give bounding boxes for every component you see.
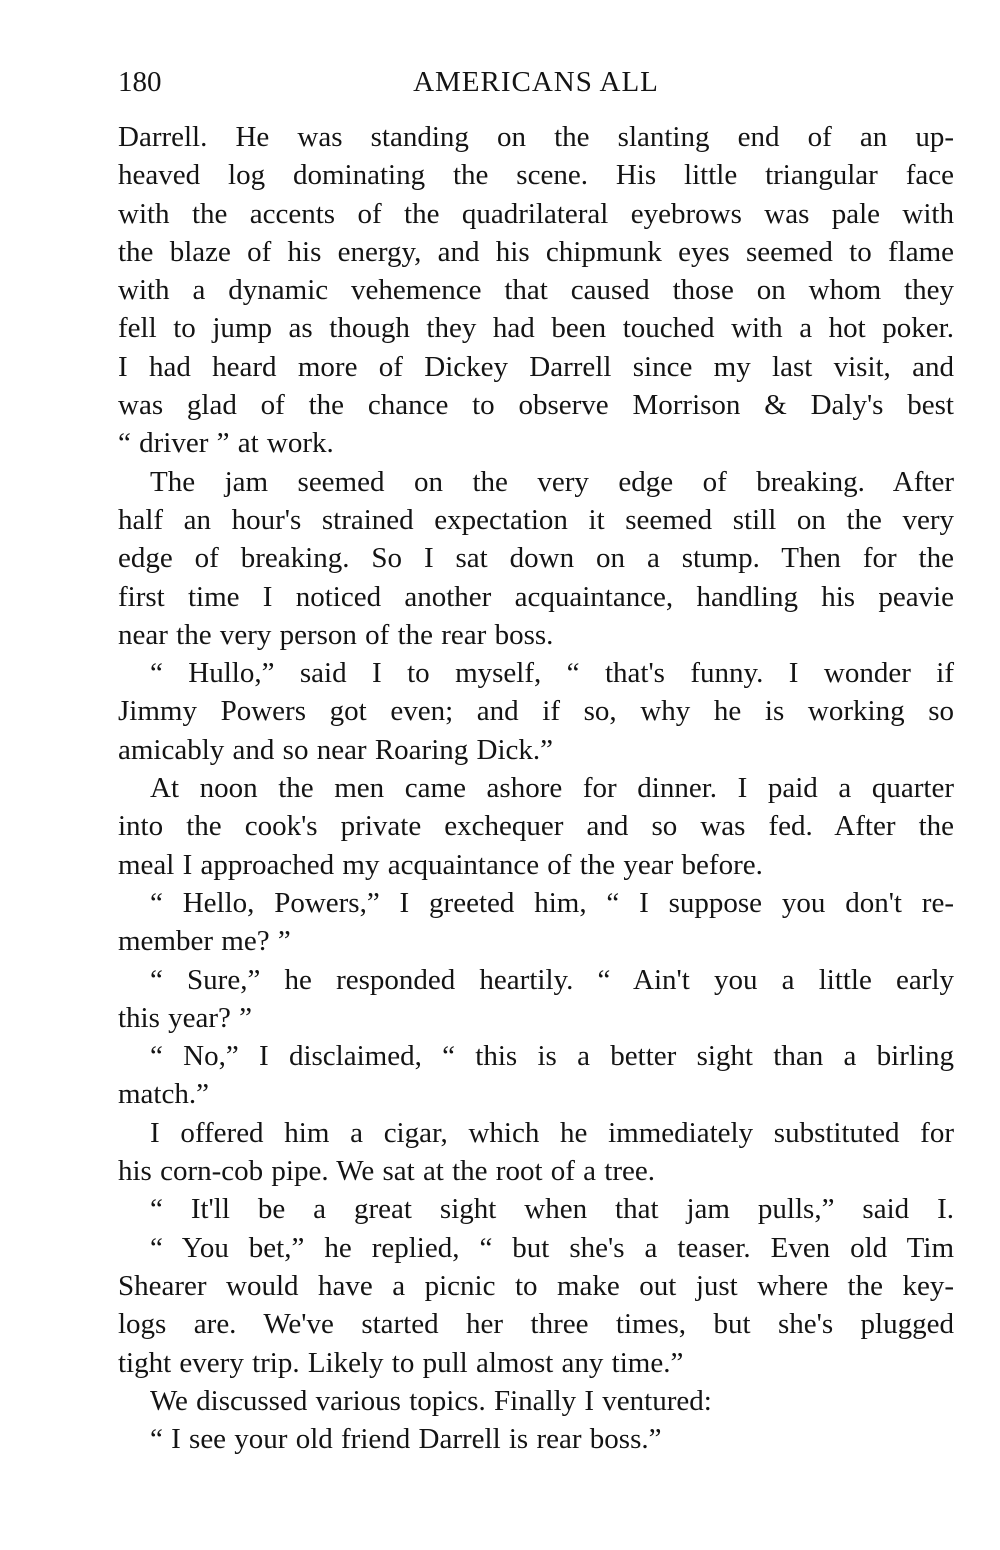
body-text [118,118,954,1458]
text-line: the blaze of his energy, and his chipmunk eyes seemed to flame [118,235,954,268]
text-line: “ You bet,” he replied, “ but she's a teaser. Even old Tim [150,1231,954,1264]
text-line: his corn-cob pipe. We sat at the root of a tree. [118,1155,655,1188]
text-line: “ It'll be a great sight when that jam pulls,” said I. [150,1193,954,1226]
text-line: I offered him a cigar, which he immediately substituted for [150,1116,954,1149]
text-line: match.” [118,1078,209,1111]
text-line: “ Hullo,” said I to myself, “ that's funny. I wonder if [150,657,954,690]
text-line: At noon the men came ashore for dinner. I paid a quarter [150,772,954,805]
text-line: “ I see your old friend Darrell is rear boss.” [150,1423,662,1456]
text-line: “ Hello, Powers,” I greeted him, “ I suppose you don't re- [150,886,954,919]
text-line: The jam seemed on the very edge of breaking. After [150,465,954,498]
text-line: logs are. We've started her three times, but she's plugged [118,1308,954,1341]
running-head [118,66,954,102]
text-line: tight every trip. Likely to pull almost any time.” [118,1346,684,1379]
text-line: meal I approached my acquaintance of the year before. [118,848,763,881]
text-line: Jimmy Powers got even; and if so, why he is working so [118,695,954,728]
text-line: Darrell. He was standing on the slanting end of an up- [118,121,954,153]
text-line: first time I noticed another acquaintance, handling his peavie [118,580,954,613]
text-line: amicably and so near Roaring Dick.” [118,733,554,766]
text-line: “ Sure,” he responded heartily. “ Ain't you a little early [150,963,954,996]
text-line: with a dynamic vehemence that caused those on whom they [118,274,954,307]
text-line: half an hour's strained expectation it seemed still on the very [118,503,954,536]
text-line: heaved log dominating the scene. His little triangular face [118,159,954,192]
text-line: was glad of the chance to observe Morrison & Daly's best [118,389,954,422]
text-line: “ driver ” at work. [118,427,334,460]
text-line: “ No,” I disclaimed, “ this is a better sight than a birling [150,1040,954,1073]
text-line: with the accents of the quadrilateral eyebrows was pale with [118,197,954,230]
page-number: 180 [118,66,162,98]
text-line: near the very person of the rear boss. [118,618,554,651]
text-line: I had heard more of Dickey Darrell since my last visit, and [118,350,954,383]
running-title: AMERICANS ALL [413,66,659,98]
text-line: this year? ” [118,1001,253,1034]
text-line: fell to jump as though they had been touched with a hot poker. [118,312,954,345]
text-line: Shearer would have a picnic to make out just where the key- [118,1269,954,1302]
text-line: member me? ” [118,925,291,958]
text-line: into the cook's private exchequer and so was fed. After the [118,810,954,843]
text-line: edge of breaking. So I sat down on a stump. Then for the [118,542,954,575]
text-line: We discussed various topics. Finally I ventured: [150,1384,712,1417]
